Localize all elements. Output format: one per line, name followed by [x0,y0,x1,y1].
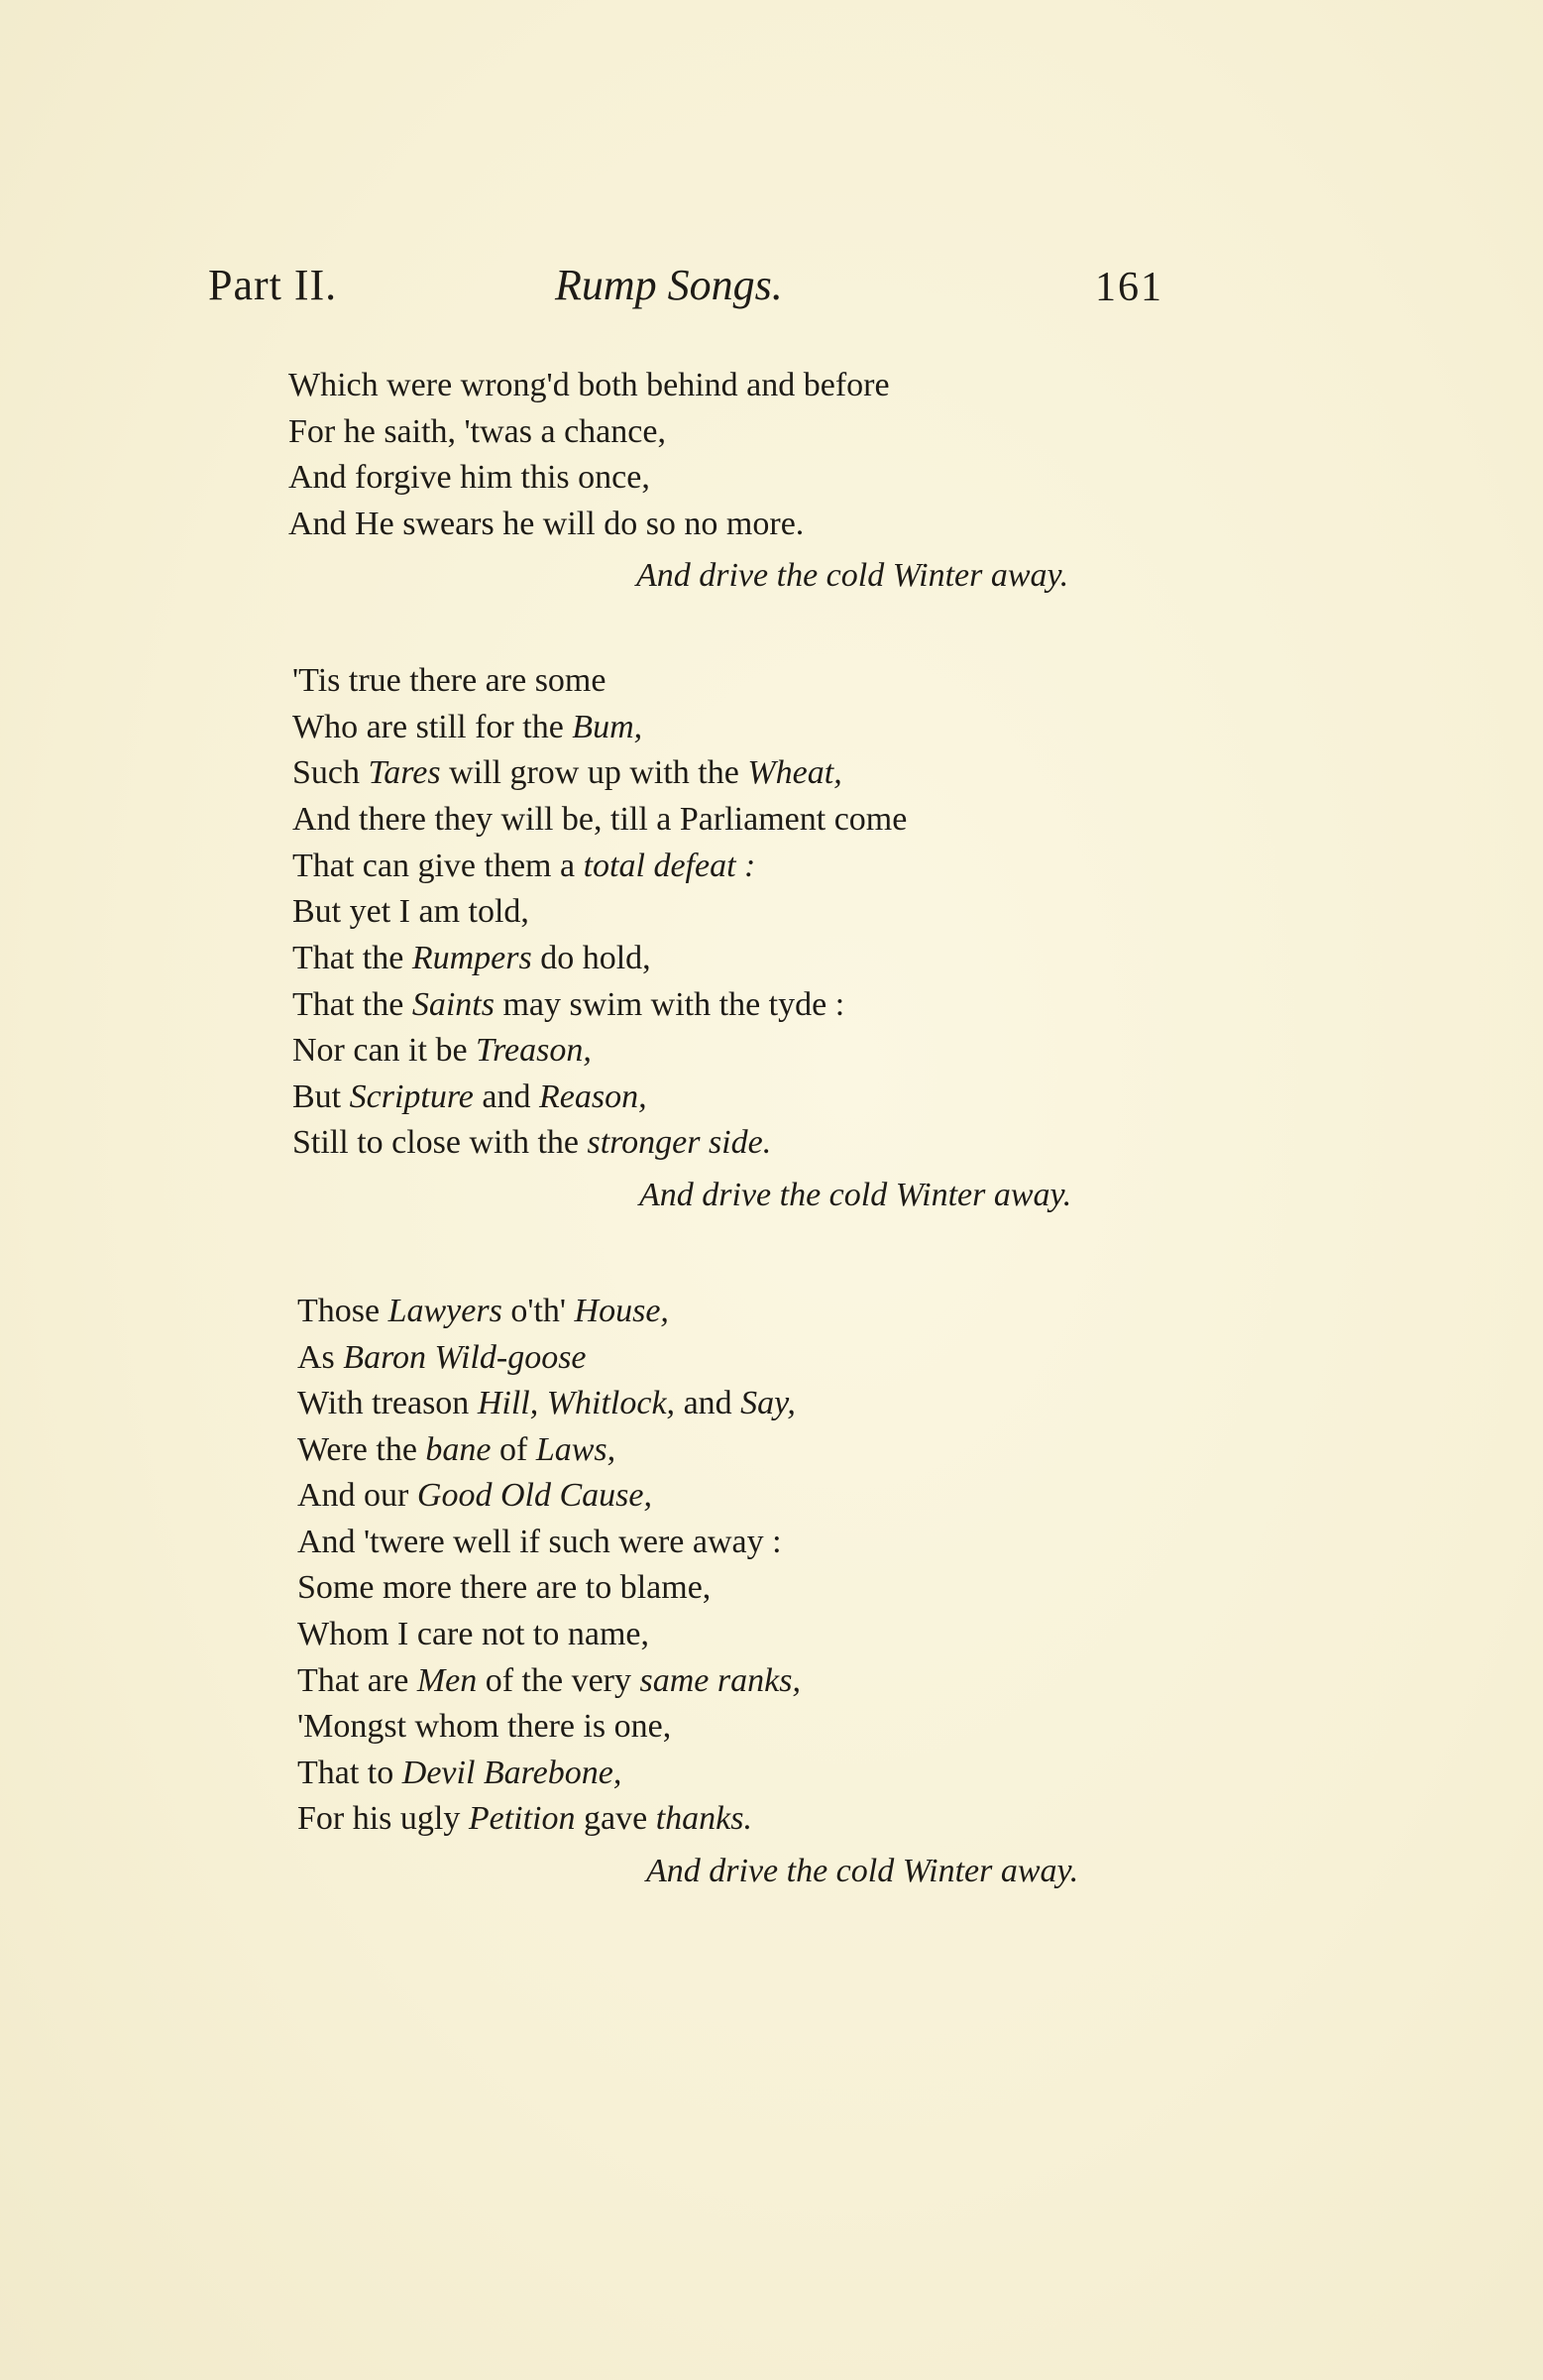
verse-text: That to [297,1755,402,1791]
refrain-line: And drive the cold Winter away. [646,1853,1079,1889]
verse-line [297,1618,649,1651]
italic-word: Saints [411,986,495,1023]
verse-text: Were the [297,1431,426,1468]
verse-text: o'th' [501,1293,575,1329]
italic-word: Laws, [535,1431,616,1468]
verse-text: That can give them a [292,848,584,884]
part-label: Part II. [208,261,338,309]
verse-text: But [292,1078,350,1115]
verse-text: Some more there are to blame, [297,1569,712,1606]
verse-text: Still to close with the [292,1124,588,1161]
verse-line [297,1526,782,1559]
italic-word: thanks. [655,1800,752,1837]
italic-word: Tares [368,754,441,791]
italic-word: Devil Barebone, [401,1755,622,1791]
italic-word: bane [425,1431,492,1468]
italic-word: Reason, [539,1078,647,1115]
verse-line [297,1341,587,1375]
refrain-line: And drive the cold Winter away. [639,1177,1072,1213]
verse-line [297,1757,621,1790]
verse-line [288,508,804,541]
verse-line [297,1571,711,1605]
verse-text: As [297,1339,344,1376]
italic-word: stronger side. [587,1124,772,1161]
verse-text: gave [575,1800,656,1837]
verse-line [292,850,755,883]
verse-line [297,1802,752,1836]
italic-word: Scripture [349,1078,474,1115]
verse-text: And there they will be, till a Parliament come [292,801,908,838]
verse-text: may swim with the tyde : [494,986,845,1023]
verse-text: 'Tis true there are some [292,662,606,699]
verse-line [297,1479,652,1513]
italic-word: Rumpers [411,940,532,976]
verse-text: Those [297,1293,388,1329]
refrain-line: And drive the cold Winter away. [636,557,1069,594]
verse-line [297,1664,801,1698]
verse-line [292,895,529,929]
verse-text: For his ugly [297,1800,469,1837]
running-head [0,260,1543,319]
verse-text: That are [297,1662,417,1699]
verse-text: 'Mongst whom there is one, [297,1708,672,1745]
verse-text: Which were wrong'd both behind and before [288,367,890,403]
italic-word: Say, [740,1385,796,1421]
verse-line [292,1034,592,1068]
verse-text: Whom I care not to name, [297,1616,649,1652]
verse-line [288,461,650,495]
italic-word: Petition [468,1800,576,1837]
verse-text: And forgive him this once, [288,459,650,496]
verse-text: For he saith, 'twas a chance, [288,413,666,450]
verse-line [297,1387,796,1420]
italic-word: Whitlock, [546,1385,676,1421]
verse-text: Nor can it be [292,1032,477,1069]
running-title: Rump Songs. [555,261,783,309]
verse-line [292,988,844,1022]
verse-line [292,711,642,744]
italic-word: Lawyers [387,1293,502,1329]
verse-line [292,942,651,975]
verse-text: And our [297,1477,417,1514]
verse-line [297,1295,669,1328]
verse-text: With treason [297,1385,478,1421]
verse-line [288,415,666,449]
italic-word: House, [574,1293,669,1329]
verse-text: Such [292,754,369,791]
verse-text: do hold, [531,940,651,976]
verse-text [538,1385,547,1421]
verse-text: of [491,1431,536,1468]
verse-text: That the [292,986,412,1023]
verse-line [292,664,606,698]
italic-word: Hill, [477,1385,539,1421]
verse-text: and [675,1385,741,1421]
verse-line [288,369,890,402]
verse-line [292,1080,647,1114]
italic-word: same ranks, [639,1662,801,1699]
page-number: 161 [1095,265,1163,310]
verse-line [292,756,842,790]
italic-word: Wheat, [747,754,842,791]
verse-text: will grow up with the [440,754,748,791]
italic-word: Bum, [572,709,643,745]
verse-text: And He swears he will do so no more. [288,506,805,542]
italic-word: Baron Wild-goose [343,1339,587,1376]
verse-text: And 'twere well if such were away : [297,1524,782,1560]
italic-word: Men [416,1662,478,1699]
verse-line [297,1433,615,1467]
verse-text: and [473,1078,539,1115]
verse-text: That the [292,940,412,976]
verse-text: Who are still for the [292,709,573,745]
verse-line [292,803,907,837]
verse-text: But yet I am told, [292,893,529,930]
italic-word: Treason, [476,1032,592,1069]
italic-word: Good Old Cause, [416,1477,652,1514]
verse-text: of the very [477,1662,640,1699]
verse-line [297,1710,671,1744]
verse-line [292,1126,771,1160]
italic-word: total defeat : [583,848,756,884]
